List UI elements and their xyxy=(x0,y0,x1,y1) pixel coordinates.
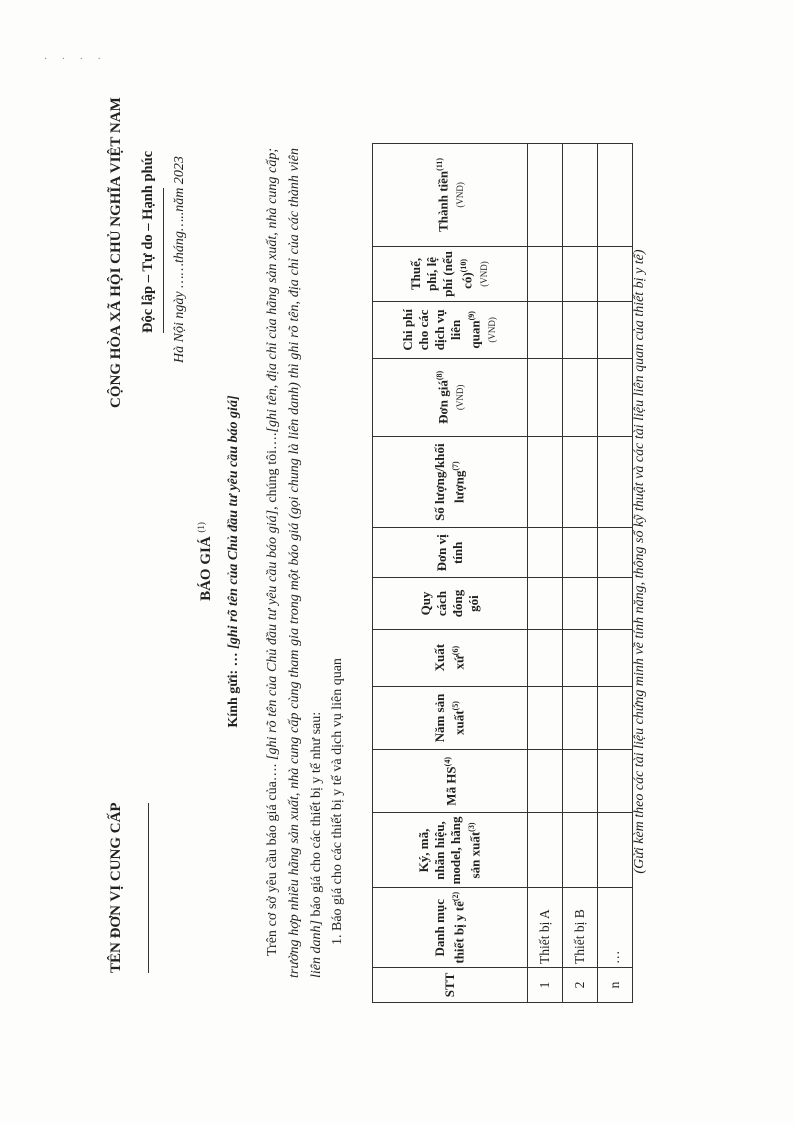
section-heading: 1. Báo giá cho các thiết bị y tế và dịch vụ liên quan xyxy=(330,658,345,945)
row-number: n xyxy=(598,968,633,1003)
column-header: Thuế, phí, lệ phí (nếu có)$^{(10)}$ (VND) xyxy=(373,246,528,301)
column-header: STT xyxy=(373,968,528,1003)
table-cell xyxy=(528,750,563,813)
table-cell xyxy=(563,437,598,528)
row-item-name: Thiết bị A xyxy=(528,888,563,968)
table-cell xyxy=(598,246,633,301)
column-header: Danh mục thiết bị y tế$^{(2)}$ xyxy=(373,888,528,968)
table-cell xyxy=(563,686,598,749)
table-cell xyxy=(598,578,633,629)
motto-underline xyxy=(163,188,164,333)
table-cell xyxy=(563,813,598,888)
table-cell xyxy=(528,144,563,247)
column-header: Xuất xứ$^{(6)}$ xyxy=(373,629,528,686)
column-header: Năm sản xuất$^{(5)}$ xyxy=(373,686,528,749)
recipient-line: Kính gửi: … [ghi rõ tên của Chủ đầu tư yêu cầu báo giá] xyxy=(226,395,241,728)
table-cell xyxy=(598,302,633,358)
table-cell xyxy=(563,528,598,578)
attachment-note: (Gửi kèm theo các tài liệu chứng minh về tính năng, thông số kỹ thuật và các tài liệu liên quan của thiết bị y tế) xyxy=(632,249,647,874)
column-header: Chi phí cho các dịch vụ liên quan$^{(9)}$ (VND) xyxy=(373,302,528,358)
column-header: Ký, mã, nhãn hiệu, model, hãng sản xuất$^{(3)}$ xyxy=(373,813,528,888)
table-body xyxy=(528,144,633,1003)
table-row xyxy=(528,144,563,1003)
table-cell xyxy=(563,302,598,358)
table-cell xyxy=(528,528,563,578)
row-item-name: … xyxy=(598,888,633,968)
table-cell xyxy=(598,686,633,749)
table-cell xyxy=(528,629,563,686)
table-cell xyxy=(528,246,563,301)
row-item-name: Thiết bị B xyxy=(563,888,598,968)
table-cell xyxy=(598,750,633,813)
national-motto: Độc lập – Tự do – Hạnh phúc xyxy=(140,150,156,333)
quote-table xyxy=(372,143,633,1003)
date-line: Hà Nội ngày ……tháng…..năm 2023 xyxy=(172,156,187,363)
table-cell xyxy=(598,629,633,686)
table-row xyxy=(598,144,633,1003)
table-cell xyxy=(528,686,563,749)
table-cell xyxy=(528,437,563,528)
column-header: Thành tiền$^{(11)}$ (VND) xyxy=(373,144,528,247)
column-header: Đơn vị tính xyxy=(373,528,528,578)
table-cell xyxy=(563,358,598,437)
intro-paragraph: Trên cơ sở yêu cầu báo giá của…. [ghi rõ tên của Chủ đầu tư yêu cầu báo giá], chúng tôi….[ghi tên, địa chỉ của hãng sản xuất, nhà cung cấp; trường hợp nhiều hãng sản xuất, nhà cung cấp cùng tham gia trong một báo giá (gọi chung là liên danh) thì ghi rõ tên, địa chỉ của các thành viên liên danh] báo giá cho các thiết bị y tế như sau: xyxy=(265,147,324,978)
table-row xyxy=(563,144,598,1003)
table-cell xyxy=(598,437,633,528)
table-cell xyxy=(563,246,598,301)
column-header: Đơn giá$^{(8)}$ (VND) xyxy=(373,358,528,437)
table-cell xyxy=(598,528,633,578)
table-cell xyxy=(563,629,598,686)
table-header-row xyxy=(373,144,528,1003)
table-cell xyxy=(598,144,633,247)
country-name: CỘNG HÒA XÃ HỘI CHỦ NGHĨA VIỆT NAM xyxy=(108,97,124,408)
table-cell xyxy=(598,358,633,437)
table-cell xyxy=(528,358,563,437)
table-cell xyxy=(563,144,598,247)
org-underline xyxy=(148,803,149,973)
table-cell xyxy=(563,750,598,813)
title-footnote-marker: (1) xyxy=(196,522,206,533)
recipient-name: [ghi rõ tên của Chủ đầu tư yêu cầu báo giá] xyxy=(226,395,241,649)
table-cell xyxy=(598,813,633,888)
column-header: Quy cách đóng gói xyxy=(373,578,528,629)
table-cell xyxy=(528,302,563,358)
column-header: Mã HS$^{(4)}$ xyxy=(373,750,528,813)
column-header: Số lượng/khối lượng$^{(7)}$ xyxy=(373,437,528,528)
document-title: BÁO GIÁ $^{(1)}$ xyxy=(196,522,214,601)
table-cell xyxy=(563,578,598,629)
table-cell xyxy=(528,813,563,888)
table-cell xyxy=(528,578,563,629)
org-name: TÊN ĐƠN VỊ CUNG CẤP xyxy=(108,802,124,973)
row-number: 2 xyxy=(563,968,598,1003)
scan-specks: · · · · xyxy=(44,54,107,65)
row-number: 1 xyxy=(528,968,563,1003)
